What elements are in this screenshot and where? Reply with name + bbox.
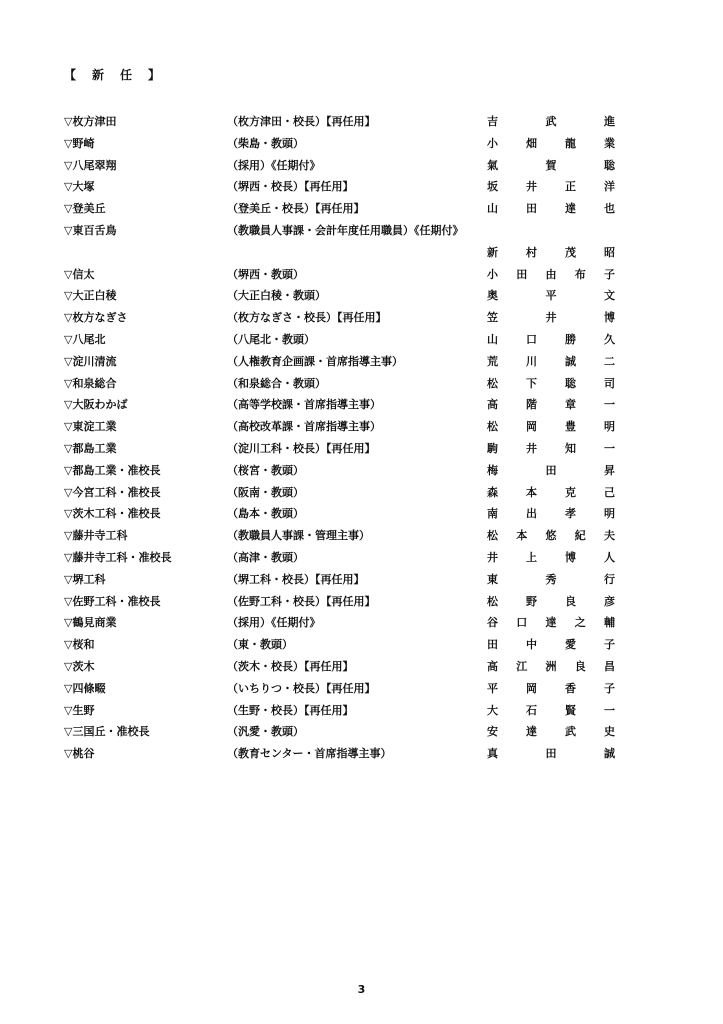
name-character: 行	[604, 572, 615, 586]
school-name: ▽今宮工科・准校長	[64, 485, 161, 499]
list-item	[0, 416, 723, 438]
school-name: ▽淀川清流	[64, 354, 117, 368]
name-character: 笠	[487, 311, 498, 325]
list-item	[0, 460, 723, 482]
list-item	[0, 612, 723, 634]
previous-post: （登美丘・校長）【再任用】	[227, 202, 365, 216]
school-name: ▽野崎	[64, 136, 95, 150]
person-name	[487, 394, 615, 416]
name-character: 勝	[565, 332, 576, 346]
name-character: 聡	[565, 376, 576, 390]
list-item	[0, 503, 723, 525]
name-character: 誠	[565, 354, 576, 368]
name-character: 輔	[604, 616, 615, 630]
previous-post: （大正白稜・教頭）	[227, 289, 326, 303]
name-character: 文	[604, 289, 615, 303]
previous-post: （和泉総合・教頭）	[227, 376, 326, 390]
name-character: 本	[526, 485, 537, 499]
person-name	[487, 111, 615, 133]
list-item	[0, 111, 723, 133]
name-character: 岡	[526, 420, 537, 434]
name-character: 高	[487, 659, 498, 673]
name-character: 村	[526, 245, 537, 259]
name-character: 豊	[565, 420, 576, 434]
name-character: 松	[487, 376, 498, 390]
name-character: 荒	[487, 354, 498, 368]
person-name	[487, 700, 615, 722]
list-item	[0, 721, 723, 743]
school-name: ▽三国丘・准校長	[64, 725, 150, 739]
name-character: 彦	[604, 594, 615, 608]
school-name: ▽佐野工科・准校長	[64, 594, 161, 608]
name-character: 東	[487, 572, 498, 586]
person-name	[487, 482, 615, 504]
list-item	[0, 307, 723, 329]
school-name: ▽茨木	[64, 659, 95, 673]
name-character: 司	[604, 376, 615, 390]
person-name	[487, 743, 615, 765]
previous-post: （いちりつ・校長）【再任用】	[227, 681, 376, 695]
appointment-list	[0, 111, 723, 765]
name-character: 梅	[487, 463, 498, 477]
previous-post: （柴島・教頭）	[227, 136, 304, 150]
list-item	[0, 351, 723, 373]
name-character: 階	[526, 398, 537, 412]
school-name: ▽八尾北	[64, 332, 106, 346]
name-character: 森	[487, 485, 498, 499]
previous-post: （堺工科・校長）【再任用】	[227, 572, 365, 586]
name-character: 博	[565, 550, 576, 564]
previous-post: （生野・校長）【再任用】	[227, 703, 354, 717]
list-item	[0, 569, 723, 591]
school-name: ▽大正白稜	[64, 289, 117, 303]
name-character: 田	[545, 747, 557, 761]
name-character: 章	[565, 398, 576, 412]
name-character: 昭	[604, 245, 615, 259]
person-name	[487, 242, 615, 264]
name-character: 田	[487, 638, 498, 652]
name-character: 井	[526, 180, 537, 194]
name-character: 野	[526, 594, 537, 608]
name-character: 良	[565, 594, 576, 608]
person-name	[487, 525, 615, 547]
name-character: 也	[604, 202, 615, 216]
name-character: 一	[604, 441, 615, 455]
school-name: ▽藤井寺工科・准校長	[64, 550, 172, 564]
list-item	[0, 525, 723, 547]
name-character: 賀	[545, 158, 557, 172]
person-name	[487, 285, 615, 307]
name-character: 孝	[565, 507, 576, 521]
name-character: 新	[487, 245, 498, 259]
list-item	[0, 634, 723, 656]
name-character: 紀	[574, 529, 586, 543]
person-name	[487, 329, 615, 351]
name-character: 一	[604, 398, 615, 412]
school-name: ▽大塚	[64, 180, 95, 194]
list-item	[0, 133, 723, 155]
school-name: ▽東淀工業	[64, 420, 117, 434]
name-character: 洲	[545, 659, 557, 673]
name-character: 久	[604, 332, 615, 346]
name-character: 秀	[545, 572, 557, 586]
name-character: 井	[487, 550, 498, 564]
name-character: 愛	[565, 638, 576, 652]
name-character: 賢	[565, 703, 576, 717]
person-name	[487, 656, 615, 678]
name-character: 大	[487, 703, 498, 717]
name-character: 下	[526, 376, 537, 390]
name-character: 松	[487, 594, 498, 608]
person-name	[487, 264, 615, 286]
name-character: 口	[526, 332, 537, 346]
name-character: 之	[574, 616, 586, 630]
person-name	[487, 198, 615, 220]
previous-post: （教職員人事課・会計年度任用職員）《任期付》	[227, 223, 464, 237]
person-name	[487, 373, 615, 395]
name-character: 井	[526, 441, 537, 455]
person-name	[487, 133, 615, 155]
list-item	[0, 438, 723, 460]
previous-post: （島本・教頭）	[227, 507, 304, 521]
section-title: 【 新 任 】	[64, 68, 163, 82]
name-character: 達	[565, 202, 576, 216]
previous-post: （堺西・教頭）	[227, 267, 304, 281]
name-character: 子	[604, 638, 615, 652]
name-character: 子	[604, 267, 615, 281]
name-character: 口	[516, 616, 528, 630]
name-character: 武	[545, 115, 557, 128]
name-character: 業	[604, 136, 615, 150]
name-character: 誠	[604, 747, 615, 761]
name-character: 小	[487, 136, 498, 150]
list-item	[0, 285, 723, 307]
previous-post: （高津・教頭）	[227, 550, 304, 564]
previous-post: （淀川工科・校長）【再任用】	[227, 441, 376, 455]
previous-post: （教職員人事課・管理主事）	[227, 529, 370, 543]
person-name	[487, 569, 615, 591]
name-character: 吉	[487, 115, 498, 128]
name-character: 武	[565, 725, 576, 739]
name-character: 江	[516, 659, 528, 673]
person-name	[487, 460, 615, 482]
person-name	[487, 176, 615, 198]
name-character: 石	[526, 703, 537, 717]
name-character: 達	[526, 725, 537, 739]
previous-post: （八尾北・教頭）	[227, 332, 315, 346]
school-name: ▽大阪わかば	[64, 398, 128, 412]
school-name: ▽八尾翠翔	[64, 158, 117, 172]
name-character: 昇	[604, 463, 615, 477]
previous-post: （枚方津田・校長）【再任用】	[227, 115, 376, 128]
name-character: 坂	[487, 180, 498, 194]
name-character: 香	[565, 681, 576, 695]
name-character: 岡	[526, 681, 537, 695]
previous-post: （人権教育企画課・首席指導主事）	[227, 354, 403, 368]
name-character: 昌	[604, 659, 615, 673]
school-name: ▽桜和	[64, 638, 95, 652]
name-character: 良	[574, 659, 586, 673]
previous-post: （汎愛・教頭）	[227, 725, 304, 739]
name-character: 知	[565, 441, 576, 455]
person-name	[487, 591, 615, 613]
list-item	[0, 700, 723, 722]
person-name	[487, 503, 615, 525]
list-item	[0, 591, 723, 613]
list-item	[0, 678, 723, 700]
school-name: ▽生野	[64, 703, 95, 717]
list-item	[0, 482, 723, 504]
school-name: ▽枚方津田	[64, 115, 117, 128]
name-character: 畑	[526, 136, 537, 150]
person-name	[487, 307, 615, 329]
name-character: 人	[604, 550, 615, 564]
name-character: 平	[487, 681, 498, 695]
name-character: 田	[516, 267, 528, 281]
name-character: 安	[487, 725, 498, 739]
previous-post: （桜宮・教頭）	[227, 463, 304, 477]
list-item	[0, 264, 723, 286]
list-item	[0, 743, 723, 765]
name-character: 布	[574, 267, 586, 281]
name-character: 洋	[604, 180, 615, 194]
name-character: 川	[526, 354, 537, 368]
name-character: 小	[487, 267, 498, 281]
name-character: 真	[487, 747, 498, 761]
name-character: 己	[604, 485, 615, 499]
school-name: ▽茨木工科・准校長	[64, 507, 161, 521]
name-character: 山	[487, 332, 498, 346]
name-character: 一	[604, 703, 615, 717]
name-character: 二	[604, 354, 615, 368]
name-character: 克	[565, 485, 576, 499]
person-name	[487, 351, 615, 373]
list-item	[0, 155, 723, 177]
previous-post: （高等学校課・首席指導主事）	[227, 398, 381, 412]
name-character: 悠	[545, 529, 557, 543]
name-character: 本	[516, 529, 528, 543]
name-character: 田	[526, 202, 537, 216]
name-character: 中	[526, 638, 537, 652]
name-character: 松	[487, 529, 498, 543]
name-character: 出	[526, 507, 537, 521]
school-name: ▽堺工科	[64, 572, 106, 586]
list-item	[0, 373, 723, 395]
school-name: ▽登美丘	[64, 202, 106, 216]
list-item	[0, 176, 723, 198]
previous-post: （阪南・教頭）	[227, 485, 304, 499]
previous-post: （堺西・校長）【再任用】	[227, 180, 354, 194]
name-character: 聡	[604, 158, 615, 172]
school-name: ▽四條畷	[64, 681, 106, 695]
name-character: 松	[487, 420, 498, 434]
name-character: 氣	[487, 158, 498, 172]
name-character: 博	[604, 311, 615, 325]
name-character: 高	[487, 398, 498, 412]
person-name	[487, 438, 615, 460]
person-name	[487, 678, 615, 700]
name-character: 山	[487, 202, 498, 216]
name-character: 進	[604, 115, 615, 128]
previous-post: （枚方なぎさ・校長）【再任用】	[227, 311, 387, 325]
list-item	[0, 656, 723, 678]
person-name	[487, 547, 615, 569]
person-name	[487, 416, 615, 438]
person-name	[487, 721, 615, 743]
school-name: ▽桃谷	[64, 747, 95, 761]
previous-post: （高校改革課・首席指導主事）	[227, 420, 381, 434]
name-character: 駒	[487, 441, 498, 455]
name-character: 田	[545, 463, 557, 477]
name-character: 上	[526, 550, 537, 564]
name-character: 達	[545, 616, 557, 630]
school-name: ▽信太	[64, 267, 95, 281]
person-name	[487, 612, 615, 634]
school-name: ▽和泉総合	[64, 376, 117, 390]
name-character: 史	[604, 725, 615, 739]
name-character: 奥	[487, 289, 498, 303]
list-item	[0, 394, 723, 416]
name-character: 谷	[487, 616, 498, 630]
name-character: 由	[545, 267, 557, 281]
name-character: 龍	[565, 136, 576, 150]
previous-post: （教育センター・首席指導主事）	[227, 747, 392, 761]
list-item	[0, 198, 723, 220]
person-name	[487, 155, 615, 177]
page-number: 3	[357, 983, 366, 996]
previous-post: （採用）《任期付》	[227, 158, 321, 172]
name-character: 南	[487, 507, 498, 521]
name-character: 正	[565, 180, 576, 194]
previous-post: （東・教頭）	[227, 638, 293, 652]
name-character: 井	[545, 311, 557, 325]
name-character: 平	[545, 289, 557, 303]
person-name	[487, 634, 615, 656]
school-name: ▽都島工業	[64, 441, 117, 455]
school-name: ▽都島工業・准校長	[64, 463, 161, 477]
school-name: ▽藤井寺工科	[64, 529, 128, 543]
school-name: ▽枚方なぎさ	[64, 311, 128, 325]
school-name: ▽東百舌鳥	[64, 223, 117, 237]
previous-post: （採用）《任期付》	[227, 616, 321, 630]
school-name: ▽鶴見商業	[64, 616, 117, 630]
name-character: 茂	[565, 245, 576, 259]
previous-post: （茨木・校長）【再任用】	[227, 659, 354, 673]
name-character: 子	[604, 681, 615, 695]
name-character: 夫	[604, 529, 615, 543]
previous-post: （佐野工科・校長）【再任用】	[227, 594, 376, 608]
name-character: 明	[604, 507, 615, 521]
list-item	[0, 329, 723, 351]
list-item	[0, 547, 723, 569]
name-character: 明	[604, 420, 615, 434]
list-item	[0, 220, 723, 264]
